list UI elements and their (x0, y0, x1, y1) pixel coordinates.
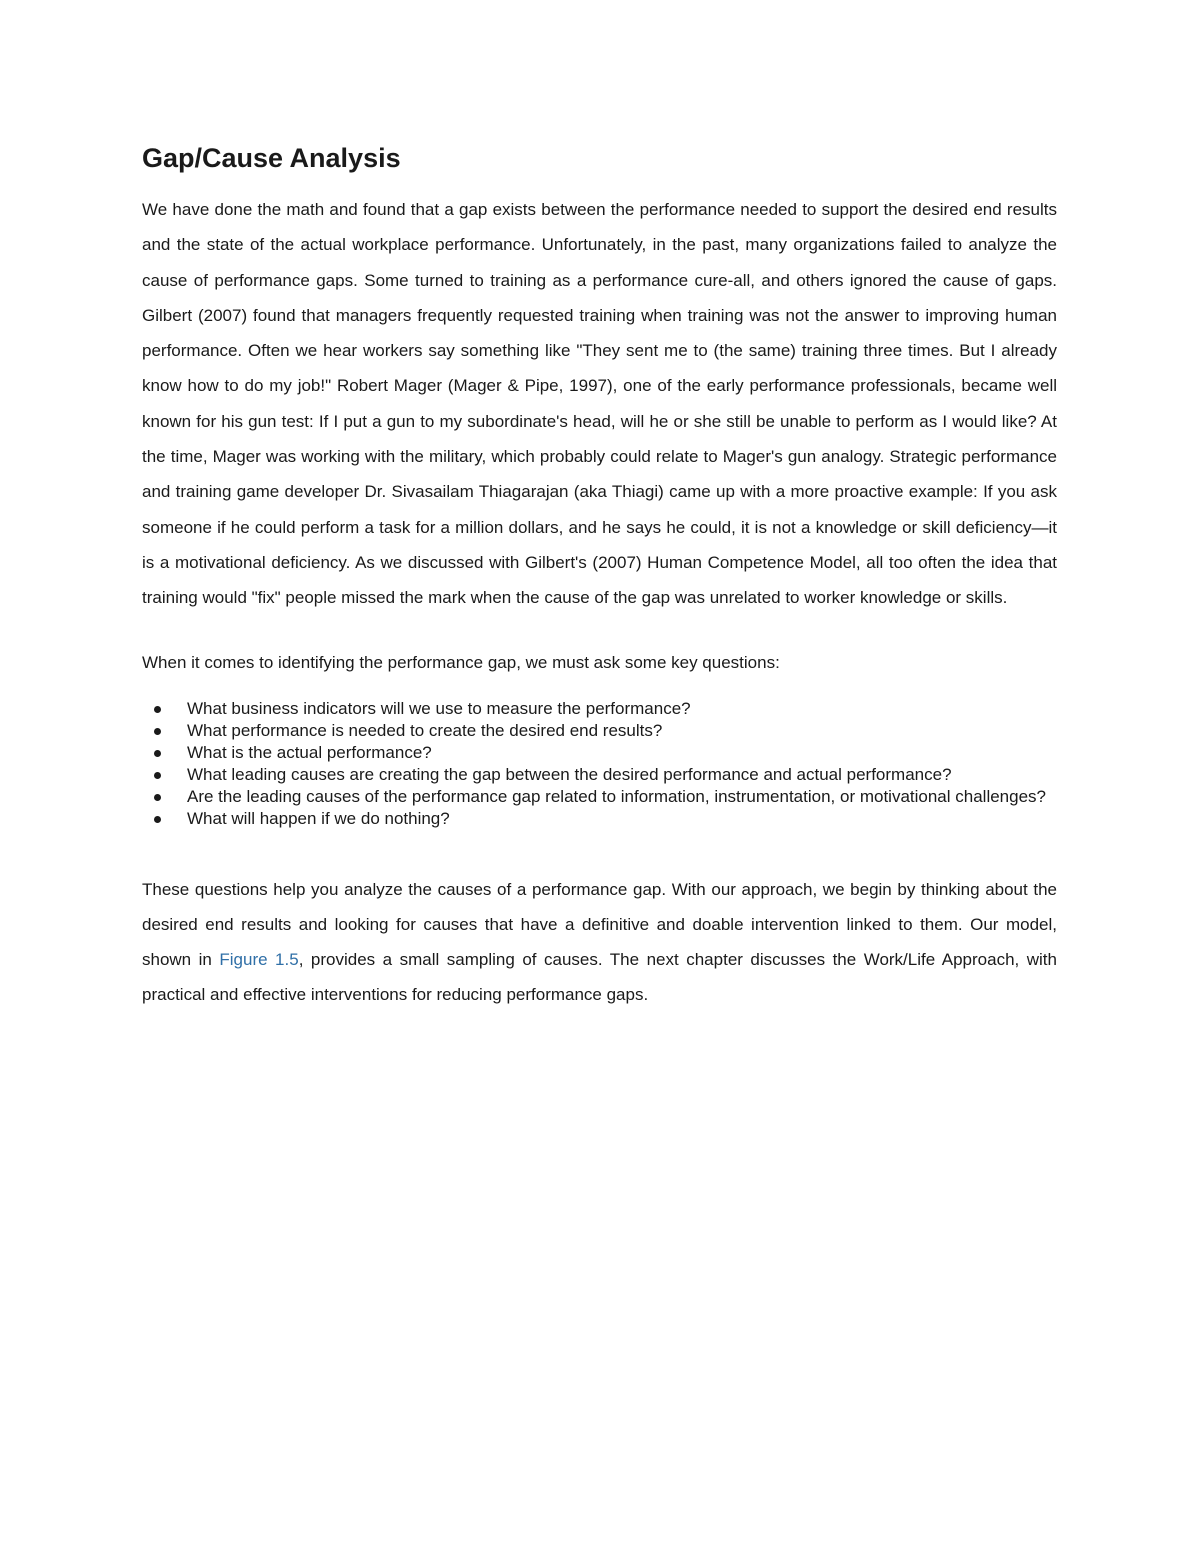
bullet-icon (154, 750, 161, 757)
list-item (142, 698, 1057, 720)
paragraph-conclusion (142, 872, 1057, 1013)
paragraph-conclusion-start: These questions help you analyze the causes of a performance gap. With our approach, we begin by thinking about the desired end results and looking for causes that have a definitive and doable intervention linked to them. Our model, shown in (142, 879, 1057, 970)
list-item-text: What will happen if we do nothing? (187, 808, 450, 828)
list-item (142, 786, 1057, 808)
bullet-icon (154, 706, 161, 713)
list-item-text: Are the leading causes of the performance gap related to information, instrumentation, or motivational challenges? (187, 786, 1046, 806)
bullet-icon (154, 772, 161, 779)
list-item-text: What is the actual performance? (187, 742, 432, 762)
figure-link[interactable]: Figure 1.5 (219, 950, 299, 970)
paragraph-key-questions-intro: When it comes to identifying the performance gap, we must ask some key questions: (142, 652, 780, 672)
list-item-text: What performance is needed to create the desired end results? (187, 720, 663, 740)
document-page (142, 138, 1057, 1013)
list-item (142, 720, 1057, 742)
list-item (142, 742, 1057, 764)
paragraph-conclusion-end: , provides a small sampling of causes. The next chapter discusses the Work/Life Approach, with practical and effective interventions for reducing performance gaps. (142, 950, 1057, 1005)
document-title: Gap/Cause Analysis (142, 143, 401, 173)
paragraph-gap-analysis: We have done the math and found that a gap exists between the performance needed to support the desired end results and the state of the actual workplace performance. Unfortunately, in the past, many organizations failed to analyze the cause of performance gaps. Some turned to training as a performance cure-all, and others ignored the cause of gaps. Gilbert (2007) found that managers frequently requested training when training was not the answer to improving human performance. Often we hear workers say something like "They sent me to (the same) training three times. But I already know how to do my job!" Robert Mager (Mager & Pipe, 1997), one of the early performance professionals, became well known for his gun test: If I put a gun to my subordinate's head, will he or she still be unable to perform as I would like? At the time, Mager was working with the military, which probably could relate to Mager's gun analogy. Strategic performance and training game developer Dr. Sivasailam Thiagarajan (aka Thiagi) came up with a more proactive example: If you ask someone if he could perform a task for a million dollars, and he says he could, it is not a knowledge or skill deficiency—it is a motivational deficiency. As we discussed with Gilbert's (2007) Human Competence Model, all too often the idea that training would "fix" people missed the mark when the cause of the gap was unrelated to worker knowledge or skills. (142, 200, 1057, 608)
key-questions-list (142, 698, 1057, 830)
bullet-icon (154, 794, 161, 801)
list-item-text: What leading causes are creating the gap between the desired performance and actual performance? (187, 764, 952, 784)
bullet-icon (154, 816, 161, 823)
bullet-icon (154, 728, 161, 735)
list-item (142, 764, 1057, 786)
list-item (142, 808, 1057, 830)
list-item-text: What business indicators will we use to measure the performance? (187, 698, 691, 718)
